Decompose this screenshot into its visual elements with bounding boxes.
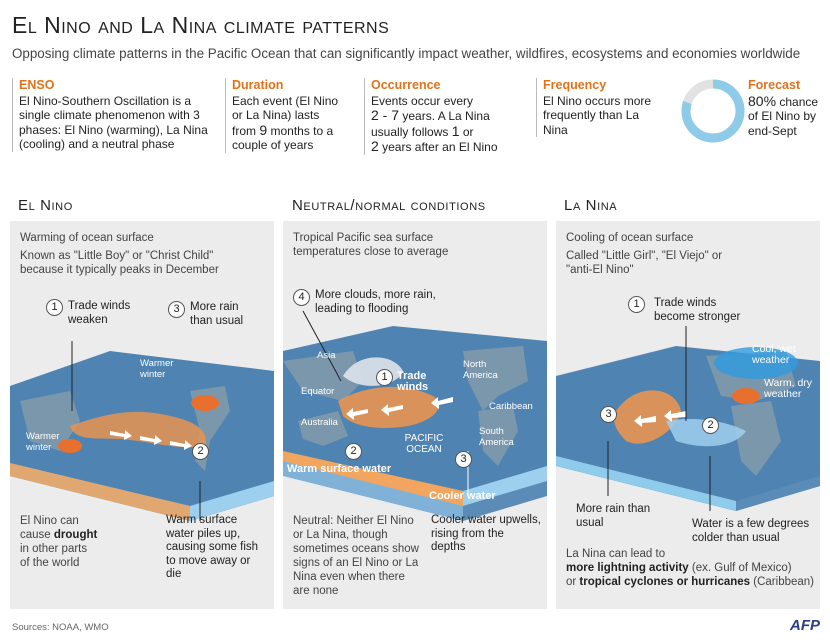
info-occurrence-l2b: years. A La Nina bbox=[399, 109, 490, 123]
neutral-label-caribbean: Caribbean bbox=[489, 401, 533, 412]
info-forecast-head: Forecast bbox=[748, 78, 801, 92]
info-occurrence-years: 2 - 7 bbox=[371, 107, 400, 123]
lanina-heading: La Nina bbox=[564, 197, 618, 214]
lanina-marker-1: 1 bbox=[628, 296, 645, 313]
info-forecast-pct: 80% bbox=[748, 92, 777, 109]
info-forecast-l2: of El Nino by bbox=[748, 109, 817, 123]
lanina-label-trade-winds: Trade winds become stronger bbox=[654, 297, 741, 323]
lanina-label-more-rain: More rain than usual bbox=[576, 503, 651, 529]
elnino-warmer-winter-1: Warmer winter bbox=[140, 358, 174, 380]
lanina-text-1: Cooling of ocean surface bbox=[566, 232, 694, 244]
neutral-label-more-clouds: More clouds, more rain, leading to flooding bbox=[315, 289, 436, 315]
page-title: El Nino and La Nina climate patterns bbox=[12, 12, 390, 38]
neutral-left-text: Neutral: Neither El Nino or La Nina, though sometimes oceans show signs of an El Nino or La Nina even when there are none bbox=[293, 515, 419, 597]
neutral-text-1: Tropical Pacific sea surface temperatures close to average bbox=[293, 232, 449, 258]
lanina-marker-2: 2 bbox=[702, 417, 719, 434]
elnino-marker-1: 1 bbox=[46, 299, 63, 316]
elnino-panel bbox=[10, 221, 274, 609]
info-frequency-head: Frequency bbox=[543, 78, 607, 92]
elnino-text-1: Warming of ocean surface bbox=[20, 232, 154, 244]
lanina-panel bbox=[556, 221, 820, 609]
forecast-donut-chart bbox=[680, 78, 746, 144]
info-duration-l1: Each event (El Nino bbox=[232, 93, 339, 108]
lanina-text-2: Called "Little Girl", "El Viejo" or "anti-El Nino" bbox=[566, 250, 723, 276]
lanina-bottom-lightning: more lightning activity bbox=[566, 562, 689, 574]
lanina-bottom-f: (Caribbean) bbox=[750, 576, 814, 588]
info-duration-l3a: from bbox=[232, 123, 260, 138]
info-duration-l4: couple of years bbox=[232, 138, 314, 152]
info-frequency bbox=[536, 78, 654, 137]
info-enso-head: ENSO bbox=[19, 78, 55, 92]
elnino-drought-b: cause bbox=[20, 529, 54, 541]
info-occurrence bbox=[364, 78, 524, 155]
elnino-text-2: Known as "Little Boy" or "Christ Child" because it typically peaks in December bbox=[20, 250, 219, 276]
elnino-marker-3: 3 bbox=[168, 301, 185, 318]
elnino-label-trade-winds: Trade winds weaken bbox=[68, 300, 131, 326]
elnino-warmer-winter-2: Warmer winter bbox=[26, 431, 60, 453]
lanina-bottom-c: (ex. Gulf of Mexico) bbox=[688, 562, 792, 574]
info-forecast-l1b: chance bbox=[776, 94, 819, 109]
neutral-label-asia: Asia bbox=[317, 350, 336, 361]
lanina-label-colder-water: Water is a few degrees colder than usual bbox=[692, 518, 810, 544]
lanina-map-illustration bbox=[556, 301, 820, 521]
neutral-panel bbox=[283, 221, 547, 609]
lanina-label-cool-wet: Cool, wet weather bbox=[752, 343, 796, 366]
neutral-label-equator: Equator bbox=[301, 386, 335, 397]
neutral-marker-3: 3 bbox=[455, 451, 472, 468]
info-occurrence-l1: Events occur every bbox=[371, 93, 474, 108]
elnino-drought-a: El Nino can bbox=[20, 515, 79, 527]
lanina-bottom-cyclones: tropical cyclones or hurricanes bbox=[579, 576, 751, 588]
afp-logo: AFP bbox=[790, 617, 820, 634]
neutral-label-trade-winds: Trade winds bbox=[397, 370, 429, 393]
info-duration-head: Duration bbox=[232, 78, 284, 92]
info-duration-l3c: months to a bbox=[267, 123, 334, 138]
info-enso bbox=[12, 78, 212, 152]
elnino-marker-2: 2 bbox=[192, 443, 209, 460]
elnino-drought-c: in other parts bbox=[20, 543, 88, 555]
page-subtitle: Opposing climate patterns in the Pacific Ocean that can significantly impact weather, wildfires, ecosystems and economies worldwide bbox=[12, 46, 801, 61]
info-occurrence-l3a: usually follows bbox=[371, 124, 452, 139]
neutral-label-warm-water: Warm surface water bbox=[287, 463, 392, 475]
neutral-label-north-america: North America bbox=[463, 359, 498, 381]
elnino-drought-bold: drought bbox=[53, 529, 98, 541]
elnino-drought-text bbox=[20, 514, 110, 570]
info-occurrence-2: 2 bbox=[371, 138, 379, 154]
info-enso-body: El Nino-Southern Oscillation is a single climate phenomenon with 3 phases: El Nino (warming), La Nina (cooling) and a neutral phase bbox=[19, 93, 208, 151]
info-frequency-body: El Nino occurs more frequently than La Nina bbox=[543, 93, 652, 137]
neutral-label-south-america: South America bbox=[479, 426, 514, 448]
lanina-bottom-a: La Nina can lead to bbox=[566, 548, 666, 560]
neutral-label-australia: Australia bbox=[301, 417, 338, 428]
elnino-label-more-rain: More rain than usual bbox=[190, 301, 244, 327]
info-occurrence-head: Occurrence bbox=[371, 78, 441, 92]
elnino-warm-water-text: Warm surface water piles up, causing some fish to move away or die bbox=[166, 514, 259, 580]
lanina-bottom-d: or bbox=[566, 576, 580, 588]
elnino-heading: El Nino bbox=[18, 197, 73, 214]
lanina-label-warm-dry: Warm, dry weather bbox=[764, 377, 813, 400]
neutral-upwell-text: Cooler water upwells, rising from the depths bbox=[431, 514, 541, 553]
neutral-marker-1: 1 bbox=[376, 369, 393, 386]
neutral-label-cool-water: Cooler water bbox=[429, 490, 496, 502]
neutral-marker-2: 2 bbox=[345, 443, 362, 460]
info-forecast bbox=[742, 78, 830, 138]
info-duration-9: 9 bbox=[259, 121, 268, 138]
lanina-marker-3: 3 bbox=[600, 406, 617, 423]
info-occurrence-l4b: years after an El Nino bbox=[378, 140, 498, 154]
neutral-label-pacific-ocean: PACIFIC OCEAN bbox=[404, 433, 444, 455]
info-occurrence-l3c: or bbox=[459, 124, 474, 139]
neutral-marker-4: 4 bbox=[293, 289, 310, 306]
lanina-bottom-text bbox=[566, 547, 816, 589]
info-duration-l2: or La Nina) lasts bbox=[232, 108, 320, 122]
elnino-drought-d: of the world bbox=[20, 557, 80, 569]
sources-footer: Sources: NOAA, WMO bbox=[12, 622, 109, 633]
info-occurrence-1: 1 bbox=[451, 122, 460, 139]
neutral-heading: Neutral/normal conditions bbox=[292, 197, 486, 214]
info-forecast-l3: end-Sept bbox=[748, 123, 797, 138]
info-duration bbox=[225, 78, 353, 153]
